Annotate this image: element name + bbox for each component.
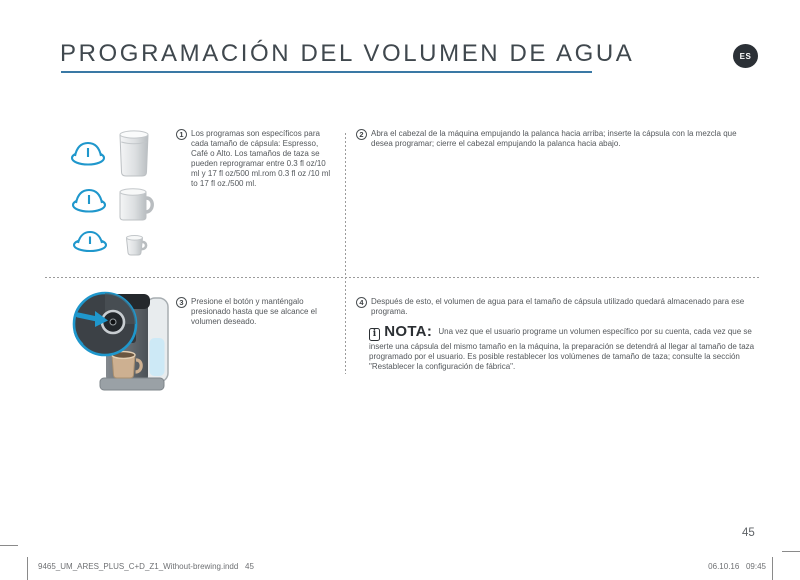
step-4-number: 4 [356, 297, 367, 308]
step-2-text: Abra el cabezal de la máquina empujando la palanca hacia arriba; inserte la cápsula con la mezcla que desea programar; cierre el cabezal empujando la palanca hacia abajo. [371, 129, 737, 149]
coffee-mug-icon [120, 189, 152, 220]
step-4-text: Después de esto, el volumen de agua para el tamaño de cápsula utilizado quedará almacenado para ese programa. [371, 297, 745, 317]
crop-mark [0, 545, 18, 546]
vertical-dashed-divider [345, 133, 346, 374]
capsule-icon [73, 190, 105, 212]
step-3 [176, 297, 326, 327]
button-press-callout-icon [74, 293, 136, 355]
step-1-number: 1 [176, 129, 187, 140]
note-label: NOTA: [384, 323, 433, 340]
language-badge: ES [733, 44, 758, 68]
tall-cup-icon [120, 131, 148, 176]
machine-brewing-illustration [60, 286, 178, 400]
step-1-text: Los programas son específicos para cada tamaño de cápsula: Espresso, Café o Alto. Los tamaños de taza se pueden reprogramar entre 0.3 fl oz/10 ml y 17 fl oz/500 ml.rom 0.3 fl oz /10 ml to 17 fl oz./500 ml. [191, 129, 331, 189]
note-block [369, 322, 759, 373]
crop-mark [772, 557, 773, 580]
step-3-text: Presione el botón y manténgalo presionado hasta que se alcance el volumen deseado. [191, 297, 317, 327]
step-1 [176, 129, 334, 189]
footer-datetime: 06.10.16 09:45 [708, 562, 766, 571]
step-4 [356, 297, 760, 317]
capsule-icon [74, 232, 106, 251]
info-icon: i [369, 328, 380, 341]
horizontal-dashed-divider [45, 277, 759, 278]
page-title: PROGRAMACIÓN DEL VOLUMEN DE AGUA [60, 40, 635, 67]
capsule-icon [72, 143, 104, 165]
note-text: Una vez que el usuario programe un volumen específico por su cuenta, cada vez que se inserte una cápsula del mismo tamaño en la máquina, la preparación se detendrá al llegar al tamaño de taza programado por el usuario. Es posible restablecer los volúmenes de tamaño de taza; consulte la sección "Restablecer la configuración de fábrica". [369, 327, 755, 372]
footer-filename: 9465_UM_ARES_PLUS_C+D_Z1_Without-brewing.indd 45 [38, 562, 254, 571]
title-underline [61, 71, 592, 73]
cup-sizes-illustration [58, 122, 168, 262]
espresso-cup-icon [127, 236, 147, 256]
crop-mark [27, 557, 28, 580]
page-number: 45 [742, 527, 755, 539]
step-2 [356, 129, 756, 149]
step-2-number: 2 [356, 129, 367, 140]
crop-mark [782, 551, 800, 552]
step-3-number: 3 [176, 297, 187, 308]
